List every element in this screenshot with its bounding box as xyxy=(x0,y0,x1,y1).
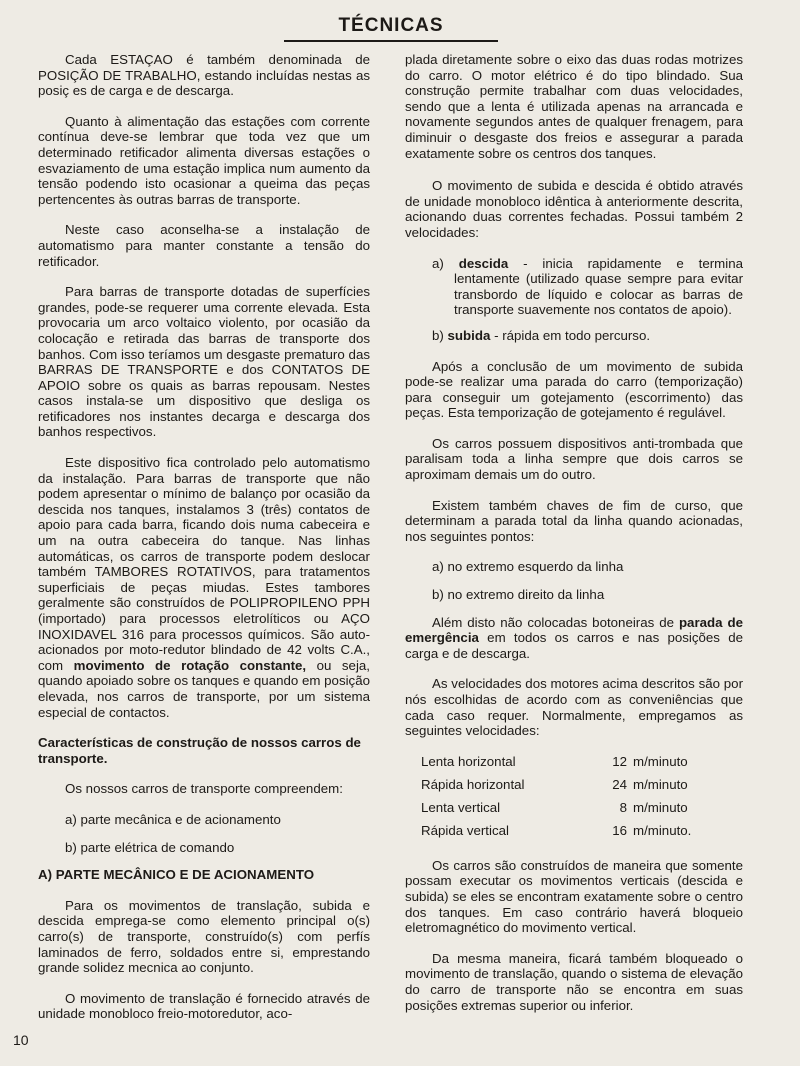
paragraph: Os nossos carros de transporte compreendem: xyxy=(65,781,343,797)
text: - rápida em todo percurso. xyxy=(490,327,651,343)
paragraph xyxy=(405,615,743,662)
speed-value: 12 xyxy=(612,753,627,769)
text: Além disto não colocadas botoneiras de xyxy=(432,614,679,630)
speed-label: Rápida vertical xyxy=(421,822,509,838)
speed-unit: m/minuto xyxy=(633,776,688,792)
paragraph: As velocidades dos motores acima descritos são por nós escolhidas de acordo com as conveniências que cada caso requer. Normalmente, empregamos as seguintes velocidades: xyxy=(405,676,743,739)
text: ou seja, quando apoiado sobre os tanques e quando em posição elevada, nos carros de transporte, por um sistema especial de contactos. xyxy=(38,657,370,720)
speed-label: Rápida horizontal xyxy=(421,776,525,792)
paragraph: Os carros possuem dispositivos anti-trombada que paralisam toda a linha sempre que dois carros se aproximam demais um do outro. xyxy=(405,435,743,483)
text: - inicia rapidamente e termina lentamente (utilizado quase sempre para evitar transbordo de líquido e colocar as barras de transporte suavemente nos contatos de apoio). xyxy=(454,255,743,318)
left-column xyxy=(38,52,370,1037)
speed-unit: m/minuto xyxy=(633,753,688,769)
speed-value: 24 xyxy=(612,776,627,792)
paragraph: Para barras de transporte dotadas de superfícies grandes, pode-se requerer uma corrente elevada. Esta provocaria um arco voltaico violento, por ocasião da colocação e retirada das barras de transporte dos banhos. Com isso teríamos um desgaste prematuro das BARRAS DE TRANSPORTE e dos CONTATOS DE APOIO sobre os quais as barras repousam. Nestes casos instala-se um dispositivo que desliga os retificadores nos instantes decarga e descarga dos banhos respectivos. xyxy=(38,284,370,440)
paragraph: plada diretamente sobre o eixo das duas rodas motrizes do carro. O motor elétrico é do tipo blindado. Sua construção permite trabalhar com duas velocidades, sendo que a lenta é utilizada apenas na arrancada e novamente segundos antes de qualquer frenagem, para diminuir o desgaste dos freios e assegurar a parada exatamente sobre os centros dos tanques. xyxy=(405,52,743,161)
table-row xyxy=(421,754,713,777)
speed-unit: m/minuto. xyxy=(633,822,692,838)
list-item: b) no extremo direito da linha xyxy=(432,587,605,603)
bold-text: descida xyxy=(458,255,509,271)
list-item xyxy=(405,256,743,318)
table-row xyxy=(421,777,713,800)
section-heading: A) PARTE MECÂNICO E DE ACIONAMENTO xyxy=(38,867,315,883)
paragraph: Para os movimentos de translação, subida e descida emprega-se como elemento principal o(s) carro(s) de transporte, construído(s) com perfís laminados de ferro, soldados entre si, emprestando grande solidez mecnica ao conjunto. xyxy=(38,897,370,976)
page-title: TÉCNICAS xyxy=(284,14,498,42)
table-row xyxy=(421,823,713,846)
paragraph: Existem também chaves de fim de curso, que determinam a parada total da linha quando acionadas, nos seguintes pontos: xyxy=(405,497,743,544)
page-number: 10 xyxy=(13,1032,29,1048)
speed-unit: m/minuto xyxy=(633,799,688,815)
section-heading: Características de construção de nossos carros de transporte. xyxy=(38,735,361,766)
paragraph: Quanto à alimentação das estações com corrente contínua deve-se lembrar que toda vez que um determinado retificador alimenta diversas estações o esvaziamento de uma estação implica num aumento da tensão podendo isto ocasionar a queima das peças pertencentes às outras barras de transporte. xyxy=(38,113,370,207)
list-item: a) no extremo esquerdo da linha xyxy=(432,559,624,575)
text: em todos os carros e nas posições de carga e de descarga. xyxy=(405,630,743,661)
paragraph: Neste caso aconselha-se a instalação de automatismo para manter constante a tensão do retificador. xyxy=(38,222,370,269)
paragraph: O movimento de subida e descida é obtido através de unidade monobloco idêntica à anteriormente descrita, acionando duas correntes fechadas. Possui também 2 velocidades: xyxy=(405,178,743,240)
text: Este dispositivo fica controlado pelo automatismo da instalação. Para barras de transporte que não podem apresentar o mínimo de balanço por ocasião da descida nos tanques, instalamos 3 (três) contatos de apoio para cada barra, ficando dois numa cabeceira e um na outra cabeceira do tanque. Nas linhas automáticas, os carros de transporte podem deslocar também TAMBORES ROTATIVOS, para tratamentos superficiais de peças miudas. Estes tambores geralmente são construídos de POLIPROPILENO PPH (importado) para processos eletrolíticos ou AÇO INOXIDAVEL 316 para processos químicos. São auto-acionados por moto-redutor blindado de 42 volts C.A., com xyxy=(38,455,370,673)
speed-label: Lenta vertical xyxy=(421,799,501,815)
bold-text: subida xyxy=(447,327,491,343)
paragraph xyxy=(38,455,370,720)
paragraph: Os carros são construídos de maneira que somente possam executar os movimentos verticais (descida e subida) se eles se encontram exatamente sobre o centro dos tanques. Em caso contrário haverá bloqueio eletromagnético do movimento vertical. xyxy=(405,857,743,936)
bold-text: parada de emergência xyxy=(405,614,743,646)
text: b) xyxy=(432,327,448,343)
speed-value: 16 xyxy=(612,822,627,838)
list-item: b) parte elétrica de comando xyxy=(65,839,235,855)
speed-value: 8 xyxy=(619,799,627,815)
speed-label: Lenta horizontal xyxy=(421,753,516,769)
list-item: a) parte mecânica e de acionamento xyxy=(65,811,281,827)
paragraph: Após a conclusão de um movimento de subida pode-se realizar uma parada do carro (temporização) para conseguir um gotejamento (escorrimento) das peças. Esta temporização de gotejamento é regulável. xyxy=(405,358,743,421)
list-item xyxy=(405,328,743,344)
right-column xyxy=(405,52,743,1028)
speeds-table xyxy=(421,754,713,846)
bold-text: movimento de rotação constante, xyxy=(73,657,307,673)
paragraph: Da mesma maneira, ficará também bloqueado o movimento de translação, quando o sistema de elevação do carro de transporte não se encontra em suas posições extremas superior ou inferior. xyxy=(405,950,743,1013)
paragraph: O movimento de translação é fornecido através de unidade monobloco freio-motoredutor, aco- xyxy=(38,990,370,1022)
table-row xyxy=(421,800,713,823)
paragraph: Cada ESTAÇAO é também denominada de POSIÇÃO DE TRABALHO, estando incluídas nestas as posiç es de carga e de descarga. xyxy=(38,52,370,99)
text: a) xyxy=(432,255,459,271)
